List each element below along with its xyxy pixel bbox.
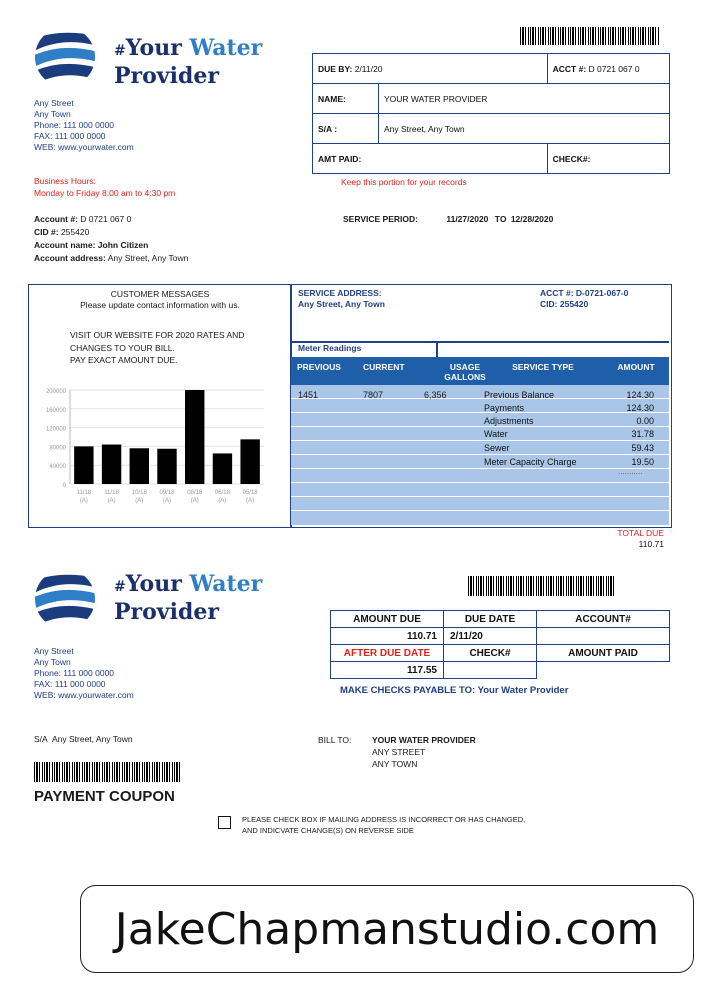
provider-address: Any Street Any Town Phone: 111 000 0000 FAX: 111 000 0000 WEB: www.yourwater.com <box>34 646 134 700</box>
provider-logo-title: #Your Water Provider <box>114 571 263 625</box>
line-amount: 31.78 <box>631 429 654 439</box>
y-tick-label: 120000 <box>45 426 66 433</box>
x-tick-sub-label: (A) <box>107 498 116 504</box>
make-checks-payable: MAKE CHECKS PAYABLE TO: Your Water Provider <box>340 685 569 696</box>
service-address: SERVICE ADDRESS: Any Street, Any Town <box>298 288 385 309</box>
watermark-box <box>80 885 694 973</box>
x-tick-label: 06/18 <box>214 490 230 496</box>
stub-table: DUE BY: 2/11/20 ACCT #: D 0721 067 0 NAME: YOUR WATER PROVIDER S/A : Any Street, Any Town AMT PAID: CHECK#: <box>312 53 670 174</box>
x-tick-label: 08/18 <box>187 490 203 496</box>
line-amount: 59.43 <box>631 443 654 453</box>
account-info: Account #: D 0721 067 0 CID #: 255420 Account name: John Citizen Account address: Any Street, Any Town <box>34 214 189 263</box>
usage-chart <box>32 384 272 514</box>
col-service-type: SERVICE TYPE <box>512 362 574 372</box>
barcode-top <box>520 27 660 45</box>
usage-bar <box>130 448 149 484</box>
y-tick-label: 160000 <box>45 407 66 414</box>
coupon-service-address: S/A Any Street, Any Town <box>34 734 133 744</box>
x-tick-sub-label: (A) <box>218 498 227 504</box>
customer-messages: CUSTOMER MESSAGES Please update contact information with us. <box>80 289 240 310</box>
col-current: CURRENT <box>363 362 405 372</box>
watermark-text: JakeChapmanstudio.com <box>114 903 660 955</box>
barcode-payment <box>34 762 180 782</box>
line-desc: Water <box>484 429 508 439</box>
x-tick-label: 05/18 <box>242 490 258 496</box>
x-tick-label: 11/18 <box>76 490 92 496</box>
bill-to: BILL TO: YOUR WATER PROVIDER ANY STREET ANY TOWN <box>318 735 476 769</box>
usage-bar <box>74 446 93 484</box>
usage-bar <box>185 390 204 484</box>
meter-readings-label: Meter Readings <box>298 343 362 353</box>
line-amount: 0.00 <box>636 416 654 426</box>
checkbox-instructions: PLEASE CHECK BOX IF MAILING ADDRESS IS INCORRECT OR HAS CHANGED, AND INDICVATE CHANGE(S) ON REVERSE SIDE <box>242 815 526 835</box>
col-usage: USAGE GALLONS <box>444 362 486 382</box>
line-desc: Sewer <box>484 443 510 453</box>
x-tick-label: 10/18 <box>131 490 147 496</box>
line-desc: Adjustments <box>484 416 534 426</box>
line-amount: 124.30 <box>626 390 654 400</box>
keep-note: Keep this portion for your records <box>341 177 467 187</box>
reading-current: 7807 <box>363 390 384 400</box>
line-amount: 124.30 <box>626 403 654 413</box>
payment-coupon-title: PAYMENT COUPON <box>34 788 175 805</box>
line-amount: 19.50 <box>631 457 654 467</box>
x-tick-label: 11/18 <box>104 490 119 496</box>
service-period: SERVICE PERIOD: 11/27/2020 TO 12/28/2020 <box>343 214 554 224</box>
water-logo-icon <box>32 26 98 88</box>
dots: ........... <box>618 467 643 476</box>
usage-bar <box>102 445 121 484</box>
y-tick-label: 40000 <box>49 464 66 471</box>
reading-previous: 1451 <box>298 390 319 400</box>
water-logo-icon <box>32 568 98 630</box>
line-desc: Payments <box>484 403 525 413</box>
col-amount: AMOUNT <box>617 362 655 372</box>
line-desc: Previous Balance <box>484 390 555 400</box>
customer-messages-notes: VISIT OUR WEBSITE FOR 2020 RATES AND CHANGES TO YOUR BILL. PAY EXACT AMOUNT DUE. <box>70 330 245 365</box>
service-account: ACCT #: D-0721-067-0 CID: 255420 <box>540 288 629 309</box>
divider <box>436 341 438 357</box>
x-tick-sub-label: (A) <box>190 498 199 504</box>
usage-bar <box>157 449 176 484</box>
payment-table: AMOUNT DUE DUE DATE ACCOUNT# 110.71 2/11/20 AFTER DUE DATE CHECK# AMOUNT PAID 117.55 <box>330 610 670 679</box>
col-previous: PREVIOUS <box>297 362 341 372</box>
total-due: TOTAL DUE 110.71 <box>617 528 664 549</box>
usage-bar <box>240 439 259 484</box>
reading-usage: 6,356 <box>424 390 447 400</box>
provider-logo-title: #Your Water Provider <box>114 35 263 89</box>
address-change-checkbox[interactable] <box>218 816 231 829</box>
x-tick-sub-label: (A) <box>246 498 255 504</box>
usage-bar <box>213 453 232 484</box>
y-tick-label: 0 <box>62 483 66 489</box>
x-tick-sub-label: (A) <box>163 498 171 504</box>
business-hours: Business Hours: Monday to Friday 8:00 am to 4:30 pm <box>34 176 176 198</box>
x-tick-sub-label: (A) <box>135 498 144 504</box>
x-tick-sub-label: (A) <box>79 498 88 504</box>
x-tick-label: 09/18 <box>159 490 175 496</box>
y-tick-label: 200000 <box>45 389 66 395</box>
line-desc: Meter Capacity Charge <box>484 457 577 467</box>
provider-address: Any Street Any Town Phone: 111 000 0000 FAX: 111 000 0000 WEB: www.yourwater.com <box>34 98 134 152</box>
barcode-coupon <box>468 576 616 596</box>
y-tick-label: 80000 <box>49 445 66 452</box>
